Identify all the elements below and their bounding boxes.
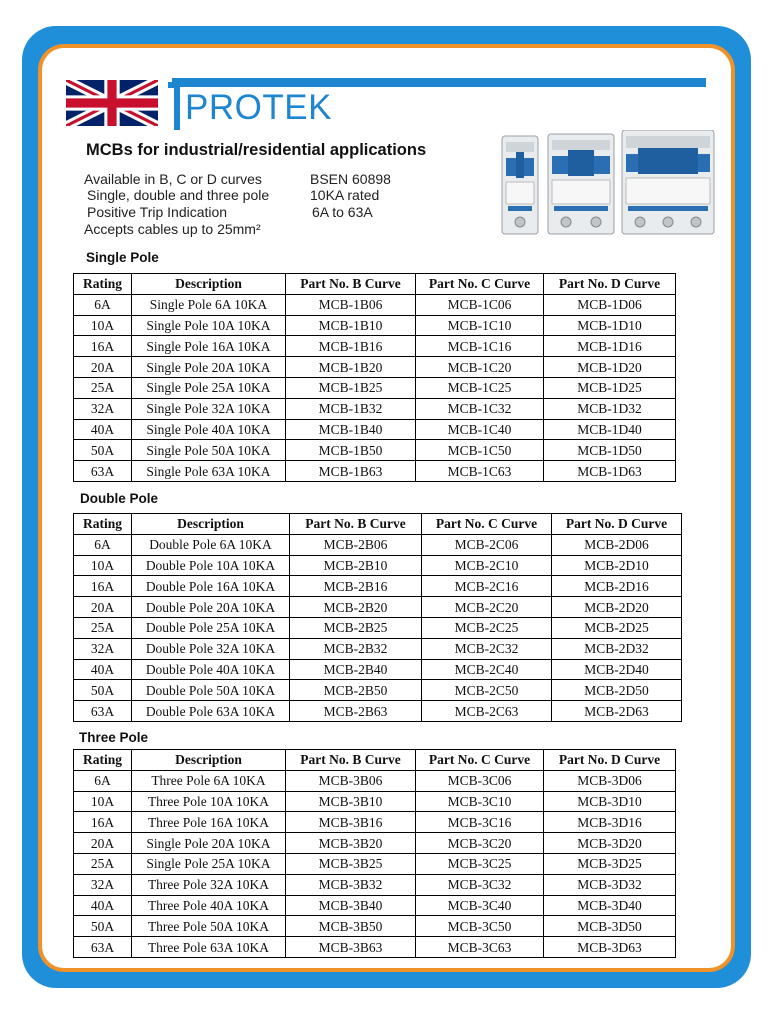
column-header: Rating (74, 750, 132, 771)
part-d-cell: MCB-1D20 (544, 357, 676, 378)
part-b-cell: MCB-3B25 (286, 853, 416, 874)
table-row (74, 377, 676, 398)
rating-cell: 50A (74, 440, 132, 461)
part-b-cell: MCB-3B16 (286, 812, 416, 833)
column-header: Part No. C Curve (422, 514, 552, 535)
mcb-breaker-product-image (498, 130, 718, 238)
rating-cell: 25A (74, 853, 132, 874)
rating-cell: 16A (74, 812, 132, 833)
table-row (74, 791, 676, 812)
part-c-cell: MCB-1C32 (416, 398, 544, 419)
part-b-cell: MCB-1B32 (286, 398, 416, 419)
part-c-cell: MCB-3C63 (416, 937, 544, 958)
page-headline: MCBs for industrial/residential applications (86, 141, 427, 159)
part-c-cell: MCB-1C40 (416, 419, 544, 440)
rating-cell: 20A (74, 597, 132, 618)
rating-cell: 10A (74, 315, 132, 336)
rating-cell: 6A (74, 534, 132, 555)
part-b-cell: MCB-2B25 (290, 617, 422, 638)
part-d-cell: MCB-3D16 (544, 812, 676, 833)
table-row (74, 555, 682, 576)
description-cell: Single Pole 20A 10KA (132, 833, 286, 854)
part-c-cell: MCB-2C50 (422, 680, 552, 701)
part-d-cell: MCB-3D06 (544, 770, 676, 791)
description-cell: Double Pole 16A 10KA (132, 576, 290, 597)
part-d-cell: MCB-1D25 (544, 377, 676, 398)
spec-table (73, 273, 676, 482)
part-b-cell: MCB-1B50 (286, 440, 416, 461)
table-row (74, 853, 676, 874)
feature-item: Positive Trip Indication (87, 204, 228, 220)
part-d-cell: MCB-2D40 (552, 659, 682, 680)
table-row (74, 534, 682, 555)
part-c-cell: MCB-1C25 (416, 377, 544, 398)
part-c-cell: MCB-3C32 (416, 874, 544, 895)
rating-cell: 10A (74, 555, 132, 576)
part-c-cell: MCB-1C50 (416, 440, 544, 461)
description-cell: Single Pole 25A 10KA (132, 377, 286, 398)
table-header-row (74, 514, 682, 535)
feature-item: Accepts cables up to 25mm² (84, 221, 261, 237)
rating-cell: 40A (74, 895, 132, 916)
brand-bar (172, 78, 706, 87)
part-b-cell: MCB-1B10 (286, 315, 416, 336)
rating-cell: 32A (74, 638, 132, 659)
part-d-cell: MCB-1D06 (544, 294, 676, 315)
part-d-cell: MCB-2D32 (552, 638, 682, 659)
part-d-cell: MCB-1D40 (544, 419, 676, 440)
part-c-cell: MCB-3C40 (416, 895, 544, 916)
part-d-cell: MCB-3D20 (544, 833, 676, 854)
rating-cell: 32A (74, 398, 132, 419)
rating-cell: 20A (74, 833, 132, 854)
part-c-cell: MCB-3C10 (416, 791, 544, 812)
part-d-cell: MCB-3D63 (544, 937, 676, 958)
rating-cell: 16A (74, 336, 132, 357)
description-cell: Single Pole 40A 10KA (132, 419, 286, 440)
part-d-cell: MCB-1D32 (544, 398, 676, 419)
rating-cell: 6A (74, 294, 132, 315)
description-cell: Single Pole 20A 10KA (132, 357, 286, 378)
column-header: Description (132, 514, 290, 535)
part-d-cell: MCB-2D50 (552, 680, 682, 701)
column-header: Part No. D Curve (544, 750, 676, 771)
description-cell: Three Pole 50A 10KA (132, 916, 286, 937)
part-d-cell: MCB-3D50 (544, 916, 676, 937)
part-b-cell: MCB-1B25 (286, 377, 416, 398)
feature-item: Available in B, C or D curves (84, 171, 262, 187)
rating-cell: 10A (74, 791, 132, 812)
description-cell: Three Pole 10A 10KA (132, 791, 286, 812)
column-header: Part No. C Curve (416, 274, 544, 295)
description-cell: Single Pole 6A 10KA (132, 294, 286, 315)
table-row (74, 638, 682, 659)
rating-cell: 6A (74, 770, 132, 791)
table-row (74, 833, 676, 854)
part-d-cell: MCB-2D10 (552, 555, 682, 576)
part-b-cell: MCB-2B20 (290, 597, 422, 618)
part-b-cell: MCB-2B06 (290, 534, 422, 555)
part-c-cell: MCB-2C10 (422, 555, 552, 576)
description-cell: Double Pole 20A 10KA (132, 597, 290, 618)
description-cell: Single Pole 10A 10KA (132, 315, 286, 336)
table-row (74, 874, 676, 895)
part-b-cell: MCB-3B20 (286, 833, 416, 854)
part-c-cell: MCB-2C63 (422, 701, 552, 722)
table-row (74, 294, 676, 315)
part-c-cell: MCB-1C06 (416, 294, 544, 315)
rating-cell: 20A (74, 357, 132, 378)
part-d-cell: MCB-3D32 (544, 874, 676, 895)
part-b-cell: MCB-2B40 (290, 659, 422, 680)
part-b-cell: MCB-3B10 (286, 791, 416, 812)
table-header-row (74, 274, 676, 295)
part-c-cell: MCB-2C32 (422, 638, 552, 659)
part-d-cell: MCB-2D25 (552, 617, 682, 638)
part-c-cell: MCB-3C16 (416, 812, 544, 833)
column-header: Rating (74, 274, 132, 295)
part-b-cell: MCB-3B32 (286, 874, 416, 895)
part-b-cell: MCB-2B16 (290, 576, 422, 597)
part-d-cell: MCB-3D40 (544, 895, 676, 916)
brand-logo: PROTEK (185, 88, 332, 127)
union-jack-flag-icon (66, 80, 158, 126)
feature-spec: 6A to 63A (312, 204, 373, 220)
description-cell: Double Pole 50A 10KA (132, 680, 290, 701)
table-row (74, 770, 676, 791)
column-header: Part No. D Curve (552, 514, 682, 535)
description-cell: Single Pole 50A 10KA (132, 440, 286, 461)
column-header: Description (132, 274, 286, 295)
table-row (74, 937, 676, 958)
feature-spec: BSEN 60898 (310, 171, 391, 187)
part-d-cell: MCB-1D50 (544, 440, 676, 461)
table-row (74, 398, 676, 419)
description-cell: Single Pole 25A 10KA (132, 853, 286, 874)
part-b-cell: MCB-3B06 (286, 770, 416, 791)
column-header: Part No. B Curve (290, 514, 422, 535)
description-cell: Three Pole 32A 10KA (132, 874, 286, 895)
part-b-cell: MCB-3B63 (286, 937, 416, 958)
part-c-cell: MCB-1C63 (416, 461, 544, 482)
table-row (74, 617, 682, 638)
part-b-cell: MCB-1B40 (286, 419, 416, 440)
part-c-cell: MCB-3C20 (416, 833, 544, 854)
table-row (74, 701, 682, 722)
part-b-cell: MCB-1B63 (286, 461, 416, 482)
rating-cell: 40A (74, 419, 132, 440)
description-cell: Double Pole 40A 10KA (132, 659, 290, 680)
part-d-cell: MCB-1D63 (544, 461, 676, 482)
rating-cell: 25A (74, 617, 132, 638)
column-header: Part No. C Curve (416, 750, 544, 771)
part-d-cell: MCB-2D16 (552, 576, 682, 597)
part-d-cell: MCB-1D16 (544, 336, 676, 357)
part-b-cell: MCB-2B50 (290, 680, 422, 701)
rating-cell: 16A (74, 576, 132, 597)
part-b-cell: MCB-3B40 (286, 895, 416, 916)
part-d-cell: MCB-1D10 (544, 315, 676, 336)
part-c-cell: MCB-2C40 (422, 659, 552, 680)
part-b-cell: MCB-1B16 (286, 336, 416, 357)
table-row (74, 680, 682, 701)
description-cell: Double Pole 6A 10KA (132, 534, 290, 555)
rating-cell: 50A (74, 916, 132, 937)
section-title: Double Pole (80, 491, 159, 506)
description-cell: Single Pole 16A 10KA (132, 336, 286, 357)
column-header: Rating (74, 514, 132, 535)
part-b-cell: MCB-1B06 (286, 294, 416, 315)
part-b-cell: MCB-1B20 (286, 357, 416, 378)
description-cell: Three Pole 63A 10KA (132, 937, 286, 958)
rating-cell: 32A (74, 874, 132, 895)
column-header: Part No. B Curve (286, 274, 416, 295)
rating-cell: 40A (74, 659, 132, 680)
description-cell: Double Pole 32A 10KA (132, 638, 290, 659)
column-header: Part No. D Curve (544, 274, 676, 295)
description-cell: Double Pole 10A 10KA (132, 555, 290, 576)
description-cell: Three Pole 6A 10KA (132, 770, 286, 791)
part-c-cell: MCB-1C10 (416, 315, 544, 336)
part-b-cell: MCB-3B50 (286, 916, 416, 937)
part-c-cell: MCB-2C20 (422, 597, 552, 618)
part-c-cell: MCB-3C06 (416, 770, 544, 791)
feature-item: Single, double and three pole (87, 187, 270, 203)
table-row (74, 659, 682, 680)
table-row (74, 576, 682, 597)
part-b-cell: MCB-2B32 (290, 638, 422, 659)
table-row (74, 336, 676, 357)
rating-cell: 25A (74, 377, 132, 398)
description-cell: Double Pole 63A 10KA (132, 701, 290, 722)
description-cell: Three Pole 40A 10KA (132, 895, 286, 916)
part-b-cell: MCB-2B63 (290, 701, 422, 722)
part-c-cell: MCB-1C20 (416, 357, 544, 378)
part-c-cell: MCB-2C16 (422, 576, 552, 597)
rating-cell: 63A (74, 937, 132, 958)
brand-slash-mark (168, 82, 180, 130)
rating-cell: 63A (74, 701, 132, 722)
description-cell: Three Pole 16A 10KA (132, 812, 286, 833)
part-c-cell: MCB-1C16 (416, 336, 544, 357)
table-row (74, 812, 676, 833)
feature-spec: 10KA rated (310, 187, 380, 203)
part-c-cell: MCB-3C50 (416, 916, 544, 937)
part-c-cell: MCB-2C25 (422, 617, 552, 638)
section-title: Three Pole (79, 730, 149, 745)
table-row (74, 357, 676, 378)
part-d-cell: MCB-3D10 (544, 791, 676, 812)
table-row (74, 461, 676, 482)
description-cell: Single Pole 32A 10KA (132, 398, 286, 419)
table-row (74, 440, 676, 461)
description-cell: Double Pole 25A 10KA (132, 617, 290, 638)
column-header: Part No. B Curve (286, 750, 416, 771)
section-title: Single Pole (86, 250, 159, 265)
part-d-cell: MCB-2D20 (552, 597, 682, 618)
part-d-cell: MCB-2D06 (552, 534, 682, 555)
table-row (74, 916, 676, 937)
column-header: Description (132, 750, 286, 771)
table-row (74, 419, 676, 440)
spec-table (73, 749, 676, 958)
table-header-row (74, 750, 676, 771)
part-c-cell: MCB-2C06 (422, 534, 552, 555)
rating-cell: 63A (74, 461, 132, 482)
table-row (74, 315, 676, 336)
part-d-cell: MCB-3D25 (544, 853, 676, 874)
spec-table (73, 513, 682, 722)
part-d-cell: MCB-2D63 (552, 701, 682, 722)
description-cell: Single Pole 63A 10KA (132, 461, 286, 482)
table-row (74, 895, 676, 916)
part-c-cell: MCB-3C25 (416, 853, 544, 874)
table-row (74, 597, 682, 618)
part-b-cell: MCB-2B10 (290, 555, 422, 576)
rating-cell: 50A (74, 680, 132, 701)
